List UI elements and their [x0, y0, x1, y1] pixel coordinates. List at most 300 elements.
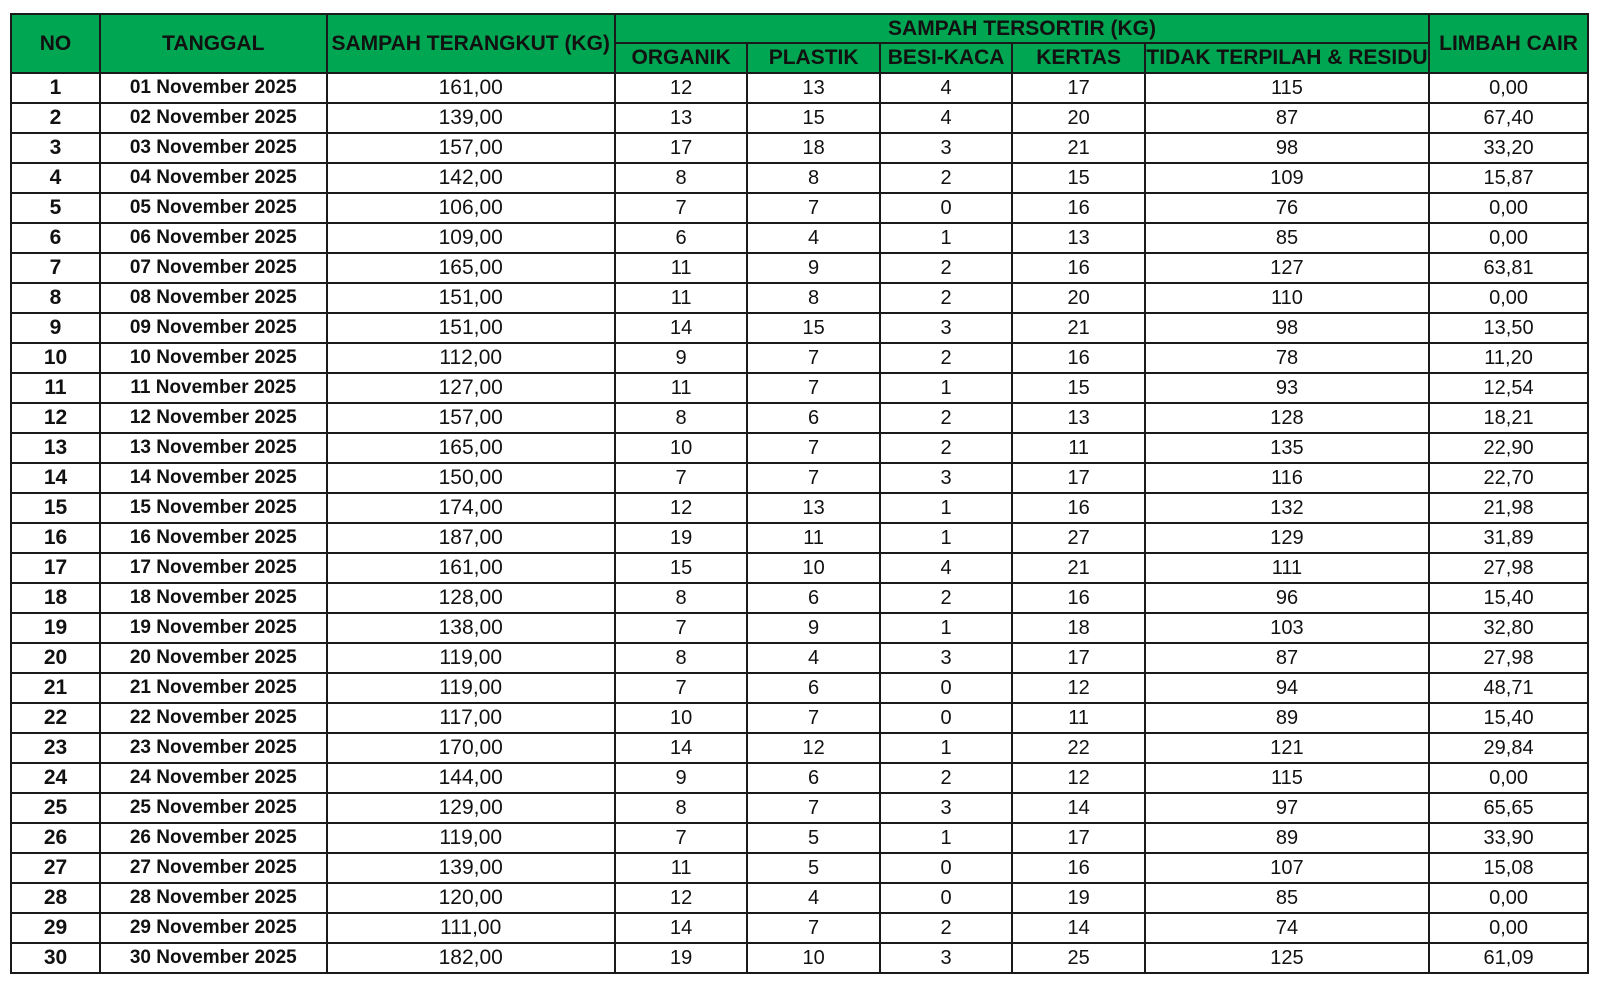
cell-sampah-terangkut[interactable]: 106,00 [327, 193, 615, 223]
cell-no[interactable]: 19 [11, 613, 100, 643]
cell-tidak-terpilah-residu[interactable]: 121 [1145, 733, 1429, 763]
cell-tanggal[interactable]: 18 November 2025 [100, 583, 327, 613]
cell-tidak-terpilah-residu[interactable]: 115 [1145, 763, 1429, 793]
cell-plastik[interactable]: 15 [747, 313, 880, 343]
table-row [11, 73, 1588, 103]
cell-tidak-terpilah-residu[interactable]: 89 [1145, 703, 1429, 733]
cell-tanggal[interactable]: 30 November 2025 [100, 943, 327, 973]
cell-limbah-cair[interactable]: 27,98 [1429, 643, 1588, 673]
cell-sampah-terangkut[interactable]: 138,00 [327, 613, 615, 643]
cell-tidak-terpilah-residu[interactable]: 93 [1145, 373, 1429, 403]
cell-plastik[interactable]: 5 [747, 823, 880, 853]
cell-no[interactable]: 23 [11, 733, 100, 763]
cell-kertas[interactable]: 11 [1012, 433, 1145, 463]
cell-limbah-cair[interactable]: 15,40 [1429, 703, 1588, 733]
cell-sampah-terangkut[interactable]: 119,00 [327, 643, 615, 673]
cell-besi-kaca[interactable]: 2 [880, 163, 1013, 193]
cell-organik[interactable]: 11 [615, 253, 748, 283]
cell-plastik[interactable]: 7 [747, 463, 880, 493]
cell-no[interactable]: 7 [11, 253, 100, 283]
cell-kertas[interactable]: 12 [1012, 763, 1145, 793]
cell-besi-kaca[interactable]: 3 [880, 313, 1013, 343]
cell-limbah-cair[interactable]: 15,40 [1429, 583, 1588, 613]
cell-sampah-terangkut[interactable]: 120,00 [327, 883, 615, 913]
cell-plastik[interactable]: 7 [747, 193, 880, 223]
cell-kertas[interactable]: 20 [1012, 103, 1145, 133]
cell-kertas[interactable]: 21 [1012, 313, 1145, 343]
cell-no[interactable]: 4 [11, 163, 100, 193]
cell-organik[interactable]: 10 [615, 703, 748, 733]
cell-kertas[interactable]: 16 [1012, 493, 1145, 523]
cell-organik[interactable]: 6 [615, 223, 748, 253]
cell-organik[interactable]: 14 [615, 733, 748, 763]
table-row [11, 763, 1588, 793]
table-row [11, 133, 1588, 163]
cell-no[interactable]: 16 [11, 523, 100, 553]
cell-limbah-cair[interactable]: 67,40 [1429, 103, 1588, 133]
cell-organik[interactable]: 14 [615, 913, 748, 943]
cell-tanggal[interactable]: 21 November 2025 [100, 673, 327, 703]
cell-plastik[interactable]: 4 [747, 643, 880, 673]
cell-besi-kaca[interactable]: 4 [880, 553, 1013, 583]
cell-kertas[interactable]: 17 [1012, 643, 1145, 673]
cell-plastik[interactable]: 7 [747, 913, 880, 943]
cell-organik[interactable]: 14 [615, 313, 748, 343]
cell-plastik[interactable]: 6 [747, 763, 880, 793]
cell-kertas[interactable]: 17 [1012, 463, 1145, 493]
cell-sampah-terangkut[interactable]: 151,00 [327, 283, 615, 313]
cell-no[interactable]: 20 [11, 643, 100, 673]
cell-tidak-terpilah-residu[interactable]: 98 [1145, 133, 1429, 163]
cell-tanggal[interactable]: 23 November 2025 [100, 733, 327, 763]
cell-tidak-terpilah-residu[interactable]: 87 [1145, 103, 1429, 133]
table-row [11, 883, 1588, 913]
cell-sampah-terangkut[interactable]: 119,00 [327, 823, 615, 853]
cell-kertas[interactable]: 16 [1012, 253, 1145, 283]
cell-plastik[interactable]: 6 [747, 583, 880, 613]
cell-organik[interactable]: 11 [615, 283, 748, 313]
cell-sampah-terangkut[interactable]: 157,00 [327, 403, 615, 433]
cell-plastik[interactable]: 13 [747, 493, 880, 523]
cell-sampah-terangkut[interactable]: 165,00 [327, 433, 615, 463]
cell-tanggal[interactable]: 04 November 2025 [100, 163, 327, 193]
cell-sampah-terangkut[interactable]: 157,00 [327, 133, 615, 163]
cell-limbah-cair[interactable]: 22,90 [1429, 433, 1588, 463]
cell-tanggal[interactable]: 12 November 2025 [100, 403, 327, 433]
cell-kertas[interactable]: 25 [1012, 943, 1145, 973]
cell-kertas[interactable]: 16 [1012, 583, 1145, 613]
header-tanggal[interactable]: TANGGAL [100, 14, 327, 73]
cell-tidak-terpilah-residu[interactable]: 74 [1145, 913, 1429, 943]
cell-limbah-cair[interactable]: 12,54 [1429, 373, 1588, 403]
cell-plastik[interactable]: 8 [747, 283, 880, 313]
cell-limbah-cair[interactable]: 0,00 [1429, 883, 1588, 913]
cell-besi-kaca[interactable]: 1 [880, 493, 1013, 523]
cell-tidak-terpilah-residu[interactable]: 132 [1145, 493, 1429, 523]
cell-organik[interactable]: 13 [615, 103, 748, 133]
cell-besi-kaca[interactable]: 1 [880, 523, 1013, 553]
cell-kertas[interactable]: 17 [1012, 73, 1145, 103]
cell-tidak-terpilah-residu[interactable]: 127 [1145, 253, 1429, 283]
cell-organik[interactable]: 11 [615, 373, 748, 403]
header-besi-kaca[interactable]: BESI-KACA [880, 43, 1013, 73]
cell-besi-kaca[interactable]: 3 [880, 793, 1013, 823]
cell-tidak-terpilah-residu[interactable]: 103 [1145, 613, 1429, 643]
waste-data-table [10, 13, 1589, 974]
cell-organik[interactable]: 7 [615, 673, 748, 703]
cell-tidak-terpilah-residu[interactable]: 97 [1145, 793, 1429, 823]
cell-kertas[interactable]: 12 [1012, 673, 1145, 703]
cell-besi-kaca[interactable]: 2 [880, 403, 1013, 433]
cell-limbah-cair[interactable]: 32,80 [1429, 613, 1588, 643]
cell-plastik[interactable]: 7 [747, 793, 880, 823]
cell-organik[interactable]: 12 [615, 883, 748, 913]
cell-no[interactable]: 8 [11, 283, 100, 313]
cell-tidak-terpilah-residu[interactable]: 89 [1145, 823, 1429, 853]
cell-besi-kaca[interactable]: 4 [880, 103, 1013, 133]
cell-sampah-terangkut[interactable]: 128,00 [327, 583, 615, 613]
cell-besi-kaca[interactable]: 2 [880, 583, 1013, 613]
cell-tidak-terpilah-residu[interactable]: 78 [1145, 343, 1429, 373]
cell-tidak-terpilah-residu[interactable]: 111 [1145, 553, 1429, 583]
cell-tanggal[interactable]: 26 November 2025 [100, 823, 327, 853]
cell-no[interactable]: 2 [11, 103, 100, 133]
header-kertas[interactable]: KERTAS [1012, 43, 1145, 73]
cell-kertas[interactable]: 16 [1012, 193, 1145, 223]
cell-limbah-cair[interactable]: 63,81 [1429, 253, 1588, 283]
cell-sampah-terangkut[interactable]: 151,00 [327, 313, 615, 343]
cell-kertas[interactable]: 19 [1012, 883, 1145, 913]
cell-besi-kaca[interactable]: 1 [880, 223, 1013, 253]
cell-limbah-cair[interactable]: 31,89 [1429, 523, 1588, 553]
table-header [11, 14, 1588, 73]
cell-besi-kaca[interactable]: 3 [880, 643, 1013, 673]
cell-besi-kaca[interactable]: 4 [880, 73, 1013, 103]
cell-no[interactable]: 28 [11, 883, 100, 913]
cell-no[interactable]: 15 [11, 493, 100, 523]
cell-tidak-terpilah-residu[interactable]: 109 [1145, 163, 1429, 193]
cell-kertas[interactable]: 21 [1012, 553, 1145, 583]
cell-plastik[interactable]: 8 [747, 163, 880, 193]
cell-sampah-terangkut[interactable]: 161,00 [327, 553, 615, 583]
cell-kertas[interactable]: 15 [1012, 373, 1145, 403]
cell-plastik[interactable]: 9 [747, 613, 880, 643]
cell-sampah-terangkut[interactable]: 139,00 [327, 103, 615, 133]
cell-no[interactable]: 9 [11, 313, 100, 343]
cell-sampah-terangkut[interactable]: 111,00 [327, 913, 615, 943]
cell-tidak-terpilah-residu[interactable]: 85 [1145, 223, 1429, 253]
cell-limbah-cair[interactable]: 15,08 [1429, 853, 1588, 883]
cell-besi-kaca[interactable]: 2 [880, 433, 1013, 463]
cell-sampah-terangkut[interactable]: 139,00 [327, 853, 615, 883]
table-row [11, 253, 1588, 283]
cell-tidak-terpilah-residu[interactable]: 76 [1145, 193, 1429, 223]
cell-no[interactable]: 18 [11, 583, 100, 613]
cell-plastik[interactable]: 10 [747, 943, 880, 973]
cell-no[interactable]: 26 [11, 823, 100, 853]
cell-kertas[interactable]: 16 [1012, 853, 1145, 883]
cell-besi-kaca[interactable]: 2 [880, 913, 1013, 943]
cell-sampah-terangkut[interactable]: 150,00 [327, 463, 615, 493]
header-sampah-terangkut[interactable]: SAMPAH TERANGKUT (KG) [327, 14, 615, 73]
cell-no[interactable]: 24 [11, 763, 100, 793]
cell-sampah-terangkut[interactable]: 170,00 [327, 733, 615, 763]
cell-besi-kaca[interactable]: 0 [880, 673, 1013, 703]
cell-tanggal[interactable]: 11 November 2025 [100, 373, 327, 403]
table-body [11, 73, 1588, 973]
cell-no[interactable]: 22 [11, 703, 100, 733]
table-row [11, 853, 1588, 883]
cell-plastik[interactable]: 6 [747, 403, 880, 433]
cell-kertas[interactable]: 20 [1012, 283, 1145, 313]
cell-no[interactable]: 12 [11, 403, 100, 433]
cell-organik[interactable]: 8 [615, 793, 748, 823]
cell-no[interactable]: 30 [11, 943, 100, 973]
cell-organik[interactable]: 8 [615, 403, 748, 433]
cell-no[interactable]: 5 [11, 193, 100, 223]
cell-tanggal[interactable]: 29 November 2025 [100, 913, 327, 943]
cell-plastik[interactable]: 10 [747, 553, 880, 583]
cell-plastik[interactable]: 18 [747, 133, 880, 163]
cell-tanggal[interactable]: 22 November 2025 [100, 703, 327, 733]
cell-sampah-terangkut[interactable]: 174,00 [327, 493, 615, 523]
cell-sampah-terangkut[interactable]: 129,00 [327, 793, 615, 823]
cell-besi-kaca[interactable]: 0 [880, 883, 1013, 913]
table-row [11, 193, 1588, 223]
cell-besi-kaca[interactable]: 0 [880, 703, 1013, 733]
cell-organik[interactable]: 7 [615, 823, 748, 853]
cell-kertas[interactable]: 27 [1012, 523, 1145, 553]
cell-besi-kaca[interactable]: 2 [880, 343, 1013, 373]
cell-tanggal[interactable]: 09 November 2025 [100, 313, 327, 343]
cell-organik[interactable]: 11 [615, 853, 748, 883]
cell-tanggal[interactable]: 27 November 2025 [100, 853, 327, 883]
cell-besi-kaca[interactable]: 3 [880, 463, 1013, 493]
cell-no[interactable]: 29 [11, 913, 100, 943]
cell-tanggal[interactable]: 07 November 2025 [100, 253, 327, 283]
cell-kertas[interactable]: 17 [1012, 823, 1145, 853]
cell-plastik[interactable]: 4 [747, 223, 880, 253]
cell-organik[interactable]: 19 [615, 943, 748, 973]
cell-kertas[interactable]: 21 [1012, 133, 1145, 163]
cell-plastik[interactable]: 9 [747, 253, 880, 283]
cell-tanggal[interactable]: 14 November 2025 [100, 463, 327, 493]
cell-besi-kaca[interactable]: 0 [880, 853, 1013, 883]
cell-plastik[interactable]: 5 [747, 853, 880, 883]
header-sampah-tersortir[interactable]: SAMPAH TERSORTIR (KG) [615, 14, 1429, 43]
cell-tanggal[interactable]: 13 November 2025 [100, 433, 327, 463]
cell-organik[interactable]: 12 [615, 73, 748, 103]
cell-tidak-terpilah-residu[interactable]: 135 [1145, 433, 1429, 463]
cell-tidak-terpilah-residu[interactable]: 125 [1145, 943, 1429, 973]
cell-sampah-terangkut[interactable]: 109,00 [327, 223, 615, 253]
cell-organik[interactable]: 7 [615, 613, 748, 643]
cell-tanggal[interactable]: 24 November 2025 [100, 763, 327, 793]
cell-besi-kaca[interactable]: 1 [880, 613, 1013, 643]
cell-limbah-cair[interactable]: 33,90 [1429, 823, 1588, 853]
cell-sampah-terangkut[interactable]: 112,00 [327, 343, 615, 373]
cell-organik[interactable]: 7 [615, 463, 748, 493]
cell-no[interactable]: 21 [11, 673, 100, 703]
table-row [11, 223, 1588, 253]
header-limbah-cair[interactable]: LIMBAH CAIR [1429, 14, 1588, 73]
cell-plastik[interactable]: 7 [747, 433, 880, 463]
cell-tidak-terpilah-residu[interactable]: 110 [1145, 283, 1429, 313]
cell-tidak-terpilah-residu[interactable]: 107 [1145, 853, 1429, 883]
cell-sampah-terangkut[interactable]: 187,00 [327, 523, 615, 553]
cell-tidak-terpilah-residu[interactable]: 128 [1145, 403, 1429, 433]
table-row [11, 913, 1588, 943]
cell-kertas[interactable]: 22 [1012, 733, 1145, 763]
cell-sampah-terangkut[interactable]: 119,00 [327, 673, 615, 703]
cell-limbah-cair[interactable]: 48,71 [1429, 673, 1588, 703]
cell-organik[interactable]: 10 [615, 433, 748, 463]
cell-organik[interactable]: 9 [615, 343, 748, 373]
cell-organik[interactable]: 7 [615, 193, 748, 223]
cell-kertas[interactable]: 13 [1012, 403, 1145, 433]
cell-plastik[interactable]: 7 [747, 373, 880, 403]
cell-kertas[interactable]: 14 [1012, 913, 1145, 943]
cell-tanggal[interactable]: 02 November 2025 [100, 103, 327, 133]
cell-limbah-cair[interactable]: 33,20 [1429, 133, 1588, 163]
table-row [11, 523, 1588, 553]
cell-no[interactable]: 10 [11, 343, 100, 373]
cell-kertas[interactable]: 16 [1012, 343, 1145, 373]
header-no[interactable]: NO [11, 14, 100, 73]
cell-tidak-terpilah-residu[interactable]: 96 [1145, 583, 1429, 613]
cell-no[interactable]: 6 [11, 223, 100, 253]
cell-tidak-terpilah-residu[interactable]: 116 [1145, 463, 1429, 493]
cell-tanggal[interactable]: 06 November 2025 [100, 223, 327, 253]
cell-besi-kaca[interactable]: 2 [880, 763, 1013, 793]
cell-organik[interactable]: 19 [615, 523, 748, 553]
cell-limbah-cair[interactable]: 0,00 [1429, 763, 1588, 793]
cell-sampah-terangkut[interactable]: 182,00 [327, 943, 615, 973]
table-row [11, 793, 1588, 823]
cell-kertas[interactable]: 18 [1012, 613, 1145, 643]
cell-kertas[interactable]: 15 [1012, 163, 1145, 193]
header-plastik[interactable]: PLASTIK [747, 43, 880, 73]
cell-tidak-terpilah-residu[interactable]: 94 [1145, 673, 1429, 703]
cell-plastik[interactable]: 13 [747, 73, 880, 103]
cell-tanggal[interactable]: 01 November 2025 [100, 73, 327, 103]
header-organik[interactable]: ORGANIK [615, 43, 748, 73]
cell-tidak-terpilah-residu[interactable]: 115 [1145, 73, 1429, 103]
cell-tanggal[interactable]: 15 November 2025 [100, 493, 327, 523]
cell-no[interactable]: 14 [11, 463, 100, 493]
cell-plastik[interactable]: 4 [747, 883, 880, 913]
cell-besi-kaca[interactable]: 1 [880, 733, 1013, 763]
cell-sampah-terangkut[interactable]: 142,00 [327, 163, 615, 193]
cell-sampah-terangkut[interactable]: 161,00 [327, 73, 615, 103]
cell-plastik[interactable]: 7 [747, 343, 880, 373]
cell-plastik[interactable]: 12 [747, 733, 880, 763]
cell-limbah-cair[interactable]: 0,00 [1429, 913, 1588, 943]
cell-sampah-terangkut[interactable]: 127,00 [327, 373, 615, 403]
cell-tanggal[interactable]: 25 November 2025 [100, 793, 327, 823]
cell-no[interactable]: 27 [11, 853, 100, 883]
cell-besi-kaca[interactable]: 2 [880, 253, 1013, 283]
cell-tidak-terpilah-residu[interactable]: 85 [1145, 883, 1429, 913]
cell-tidak-terpilah-residu[interactable]: 98 [1145, 313, 1429, 343]
cell-no[interactable]: 25 [11, 793, 100, 823]
cell-sampah-terangkut[interactable]: 117,00 [327, 703, 615, 733]
cell-no[interactable]: 13 [11, 433, 100, 463]
cell-limbah-cair[interactable]: 27,98 [1429, 553, 1588, 583]
table-row [11, 373, 1588, 403]
cell-tanggal[interactable]: 20 November 2025 [100, 643, 327, 673]
cell-organik[interactable]: 12 [615, 493, 748, 523]
cell-plastik[interactable]: 15 [747, 103, 880, 133]
cell-no[interactable]: 11 [11, 373, 100, 403]
cell-limbah-cair[interactable]: 0,00 [1429, 283, 1588, 313]
cell-besi-kaca[interactable]: 1 [880, 373, 1013, 403]
table-row [11, 433, 1588, 463]
cell-tanggal[interactable]: 03 November 2025 [100, 133, 327, 163]
cell-tanggal[interactable]: 19 November 2025 [100, 613, 327, 643]
cell-kertas[interactable]: 11 [1012, 703, 1145, 733]
cell-besi-kaca[interactable]: 3 [880, 133, 1013, 163]
cell-tanggal[interactable]: 16 November 2025 [100, 523, 327, 553]
cell-organik[interactable]: 15 [615, 553, 748, 583]
cell-plastik[interactable]: 6 [747, 673, 880, 703]
cell-limbah-cair[interactable]: 11,20 [1429, 343, 1588, 373]
table-row [11, 163, 1588, 193]
cell-tanggal[interactable]: 05 November 2025 [100, 193, 327, 223]
cell-limbah-cair[interactable]: 65,65 [1429, 793, 1588, 823]
cell-besi-kaca[interactable]: 1 [880, 823, 1013, 853]
cell-tanggal[interactable]: 08 November 2025 [100, 283, 327, 313]
cell-limbah-cair[interactable]: 29,84 [1429, 733, 1588, 763]
cell-sampah-terangkut[interactable]: 144,00 [327, 763, 615, 793]
cell-tanggal[interactable]: 10 November 2025 [100, 343, 327, 373]
table-row [11, 403, 1588, 433]
cell-tidak-terpilah-residu[interactable]: 129 [1145, 523, 1429, 553]
cell-besi-kaca[interactable]: 0 [880, 193, 1013, 223]
cell-sampah-terangkut[interactable]: 165,00 [327, 253, 615, 283]
cell-plastik[interactable]: 11 [747, 523, 880, 553]
cell-kertas[interactable]: 13 [1012, 223, 1145, 253]
cell-limbah-cair[interactable]: 0,00 [1429, 193, 1588, 223]
cell-organik[interactable]: 8 [615, 583, 748, 613]
cell-organik[interactable]: 8 [615, 643, 748, 673]
cell-tanggal[interactable]: 28 November 2025 [100, 883, 327, 913]
cell-no[interactable]: 17 [11, 553, 100, 583]
cell-limbah-cair[interactable]: 21,98 [1429, 493, 1588, 523]
cell-besi-kaca[interactable]: 3 [880, 943, 1013, 973]
table-row [11, 703, 1588, 733]
table-row [11, 583, 1588, 613]
header-tidak-terpilah-residu[interactable]: TIDAK TERPILAH & RESIDU [1145, 43, 1429, 73]
cell-organik[interactable]: 8 [615, 163, 748, 193]
cell-besi-kaca[interactable]: 2 [880, 283, 1013, 313]
cell-organik[interactable]: 9 [615, 763, 748, 793]
cell-limbah-cair[interactable]: 0,00 [1429, 223, 1588, 253]
cell-limbah-cair[interactable]: 22,70 [1429, 463, 1588, 493]
cell-limbah-cair[interactable]: 61,09 [1429, 943, 1588, 973]
cell-limbah-cair[interactable]: 13,50 [1429, 313, 1588, 343]
cell-no[interactable]: 1 [11, 73, 100, 103]
cell-tanggal[interactable]: 17 November 2025 [100, 553, 327, 583]
cell-kertas[interactable]: 14 [1012, 793, 1145, 823]
cell-limbah-cair[interactable]: 0,00 [1429, 73, 1588, 103]
cell-tidak-terpilah-residu[interactable]: 87 [1145, 643, 1429, 673]
cell-organik[interactable]: 17 [615, 133, 748, 163]
cell-plastik[interactable]: 7 [747, 703, 880, 733]
cell-limbah-cair[interactable]: 15,87 [1429, 163, 1588, 193]
cell-limbah-cair[interactable]: 18,21 [1429, 403, 1588, 433]
cell-no[interactable]: 3 [11, 133, 100, 163]
